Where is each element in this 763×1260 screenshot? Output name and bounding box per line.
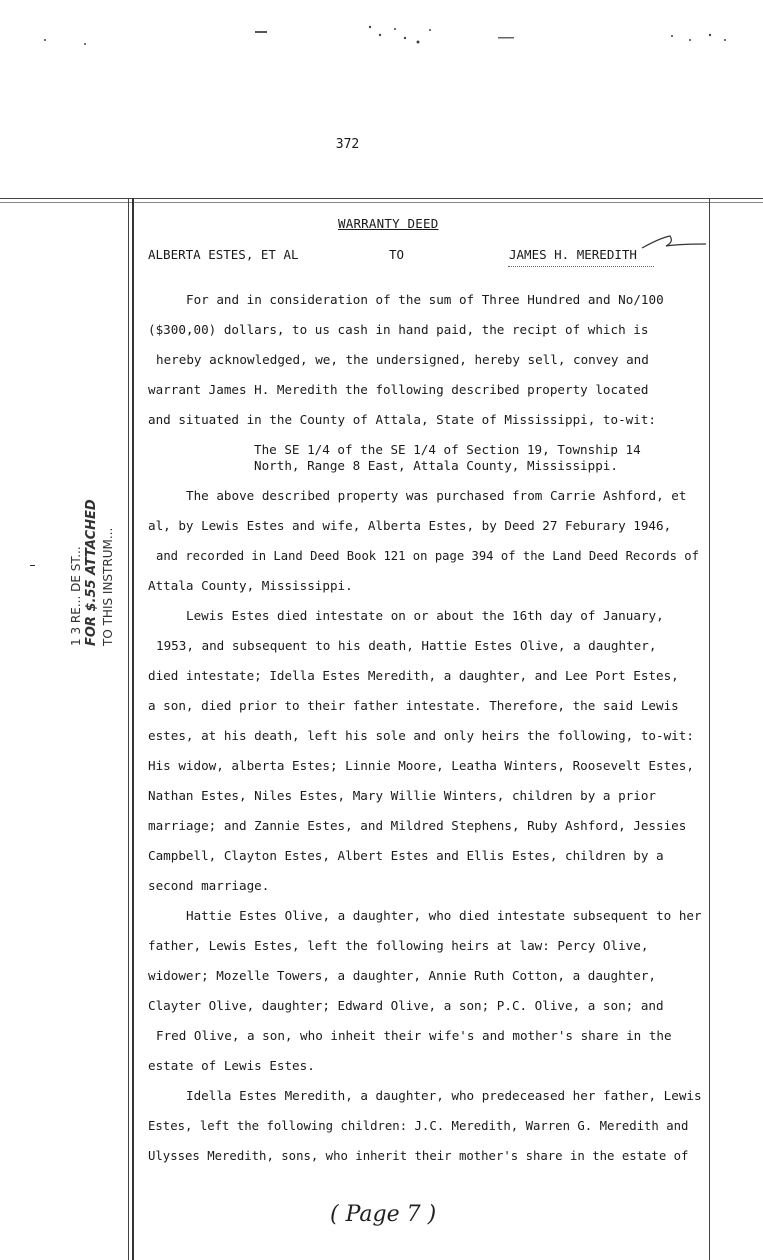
body-line: Nathan Estes, Niles Estes, Mary Willie Winters, children by a prior [148,788,656,803]
stamp-line-1: 1 3 RE... DE ST... [69,546,83,646]
legal-description-line: The SE 1/4 of the SE 1/4 of Section 19, Township 14 [254,442,641,457]
body-line: estes, at his death, left his sole and only heirs the following, to-wit: [148,728,694,743]
body-line: marriage; and Zannie Estes, and Mildred Stephens, Ruby Ashford, Jessies [148,818,687,833]
body-line: hereby acknowledged, we, the undersigned, hereby sell, convey and [156,352,649,367]
body-line: and situated in the County of Attala, State of Mississippi, to-wit: [148,412,656,427]
left-margin-rule [128,198,129,1260]
page-number: 372 [335,137,360,152]
right-margin-rule [709,198,710,1260]
stamp-line-3: TO THIS INSTRUM... [101,527,115,646]
body-line: a son, died prior to their father intestate. Therefore, the said Lewis [148,698,679,713]
stamp-line-2: FOR $.55 ATTACHED [84,499,99,646]
body-line: and recorded in Land Deed Book 121 on page 394 of the Land Deed Records of [156,549,699,563]
body-line: Clayter Olive, daughter; Edward Olive, a son; P.C. Olive, a son; and [148,998,664,1013]
deed-title: WARRANTY DEED [338,216,439,231]
grantor-name: ALBERTA ESTES, ET AL [148,247,299,262]
body-line: Estes, left the following children: J.C. Meredith, Warren G. Meredith and [148,1119,689,1133]
body-line: Ulysses Meredith, sons, who inherit their mother's share in the estate of [148,1149,689,1163]
to-label: TO [389,247,405,262]
left-margin-rule-bold [132,198,134,1260]
body-line: Hattie Estes Olive, a daughter, who died intestate subsequent to her [186,908,702,923]
body-line: widower; Mozelle Towers, a daughter, Annie Ruth Cotton, a daughter, [148,968,656,983]
body-line: father, Lewis Estes, left the following heirs at law: Percy Olive, [148,938,649,953]
top-rule [0,198,763,199]
body-line: second marriage. [148,878,270,893]
body-line: Attala County, Mississippi. [148,578,353,593]
body-line: ($300,00) dollars, to us cash in hand paid, the recipt of which is [148,322,649,337]
body-line: Lewis Estes died intestate on or about the 16th day of January, [186,608,664,623]
body-line: The above described property was purchased from Carrie Ashford, et [186,488,687,503]
handwritten-page-note: ( Page 7 ) [330,1202,437,1227]
body-line: Campbell, Clayton Estes, Albert Estes and Ellis Estes, children by a [148,848,664,863]
body-line: warrant James H. Meredith the following described property located [148,382,649,397]
legal-description-line: North, Range 8 East, Attala County, Mississippi. [254,458,618,473]
revenue-stamp-notation [60,470,120,650]
body-line: died intestate; Idella Estes Meredith, a daughter, and Lee Port Estes, [148,668,679,683]
body-line: Idella Estes Meredith, a daughter, who predeceased her father, Lewis [186,1088,702,1103]
body-line: For and in consideration of the sum of Three Hundred and No/100 [186,292,664,307]
grantee-name: JAMES H. MEREDITH [509,247,637,262]
signature-flourish [640,232,710,254]
body-line: 1953, and subsequent to his death, Hattie Estes Olive, a daughter, [156,638,657,653]
body-line: al, by Lewis Estes and wife, Alberta Estes, by Deed 27 Feburary 1946, [148,518,672,533]
body-line: estate of Lewis Estes. [148,1058,315,1073]
body-line: Fred Olive, a son, who inheit their wife's and mother's share in the [156,1028,672,1043]
body-line: His widow, alberta Estes; Linnie Moore, Leatha Winters, Roosevelt Estes, [148,758,694,773]
grantee-underline [508,266,654,267]
margin-mark [30,565,35,566]
scan-specks [0,0,763,60]
top-rule-secondary [0,202,763,203]
stamp-text [68,499,116,646]
